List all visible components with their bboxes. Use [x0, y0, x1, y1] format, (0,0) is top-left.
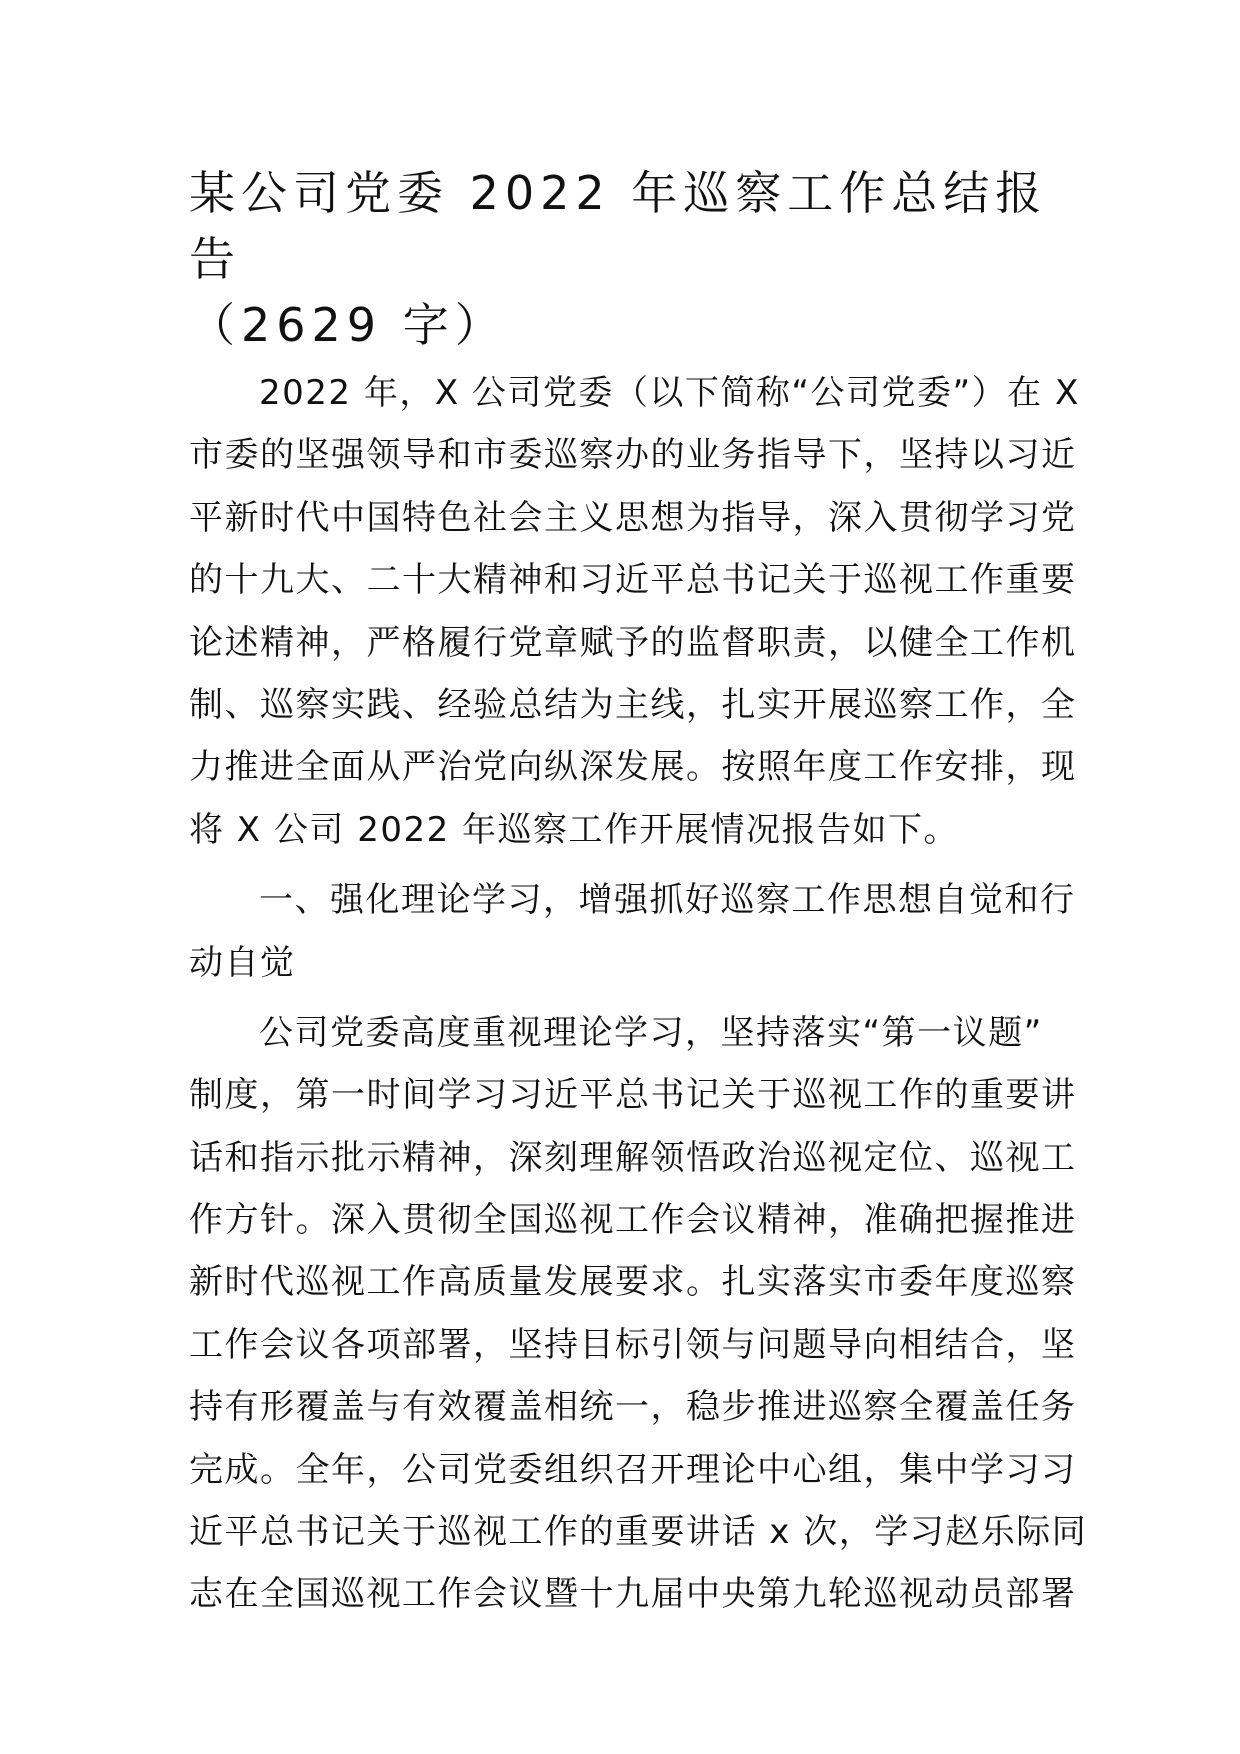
- paragraph-line: 作方针。深入贯彻全国巡视工作会议精神，准确把握推进: [189, 1200, 1077, 1241]
- paragraph-line: 的十九大、二十大精神和习近平总书记关于巡视工作重要: [189, 560, 1077, 601]
- paragraph-line: 论述精神，严格履行党章赋予的监督职责，以健全工作机: [189, 622, 1077, 663]
- paragraph-line: 完成。全年，公司党委组织召开理论中心组，集中学习习: [189, 1449, 1077, 1490]
- title-line-main: 某公司党委 2022 年巡察工作总结报告: [189, 166, 1048, 286]
- paragraph-theory-study: [189, 1002, 1088, 1626]
- paragraph-line: 志在全国巡视工作会议暨十九届中央第九轮巡视动员部署: [189, 1574, 1077, 1615]
- paragraph-line: 市委的坚强领导和市委巡察办的业务指导下，坚持以习近: [189, 435, 1077, 476]
- paragraph-line: 新时代巡视工作高质量发展要求。扎实落实市委年度巡察: [189, 1262, 1077, 1303]
- heading-line: 动自觉: [189, 942, 296, 983]
- paragraph-line: 工作会议各项部署，坚持目标引领与问题导向相结合，坚: [189, 1324, 1077, 1365]
- paragraph-line: 话和指示批示精神，深刻理解领悟政治巡视定位、巡视工: [189, 1137, 1077, 1178]
- paragraph-line: 持有形覆盖与有效覆盖相统一，稳步推进巡察全覆盖任务: [189, 1387, 1077, 1428]
- title-line-wordcount: （2629 字）: [189, 298, 507, 352]
- paragraph-line: 力推进全面从严治党向纵深发展。按照年度工作安排，现: [189, 747, 1077, 788]
- paragraph-line: 2022 年，X 公司党委（以下简称“公司党委”）在 X: [259, 373, 1080, 413]
- paragraph-intro: [189, 362, 1080, 861]
- paragraph-line: 平新时代中国特色社会主义思想为指导，深入贯彻学习党: [189, 497, 1077, 538]
- document-body: [189, 160, 1088, 1626]
- document-title: [189, 160, 1059, 358]
- paragraph-line: 将 X 公司 2022 年巡察工作开展情况报告如下。: [189, 809, 960, 850]
- heading-line: 一、强化理论学习，增强抓好巡察工作思想自觉和行: [259, 880, 1076, 921]
- paragraph-line: 近平总书记关于巡视工作的重要讲话 x 次，学习赵乐际同: [189, 1512, 1088, 1553]
- section-heading-1: [189, 869, 1076, 994]
- paragraph-line: 制度，第一时间学习习近平总书记关于巡视工作的重要讲: [189, 1075, 1077, 1116]
- paragraph-line: 制、巡察实践、经验总结为主线，扎实开展巡察工作，全: [189, 684, 1077, 725]
- paragraph-line: 公司党委高度重视理论学习，坚持落实“第一议题”: [259, 1012, 1043, 1053]
